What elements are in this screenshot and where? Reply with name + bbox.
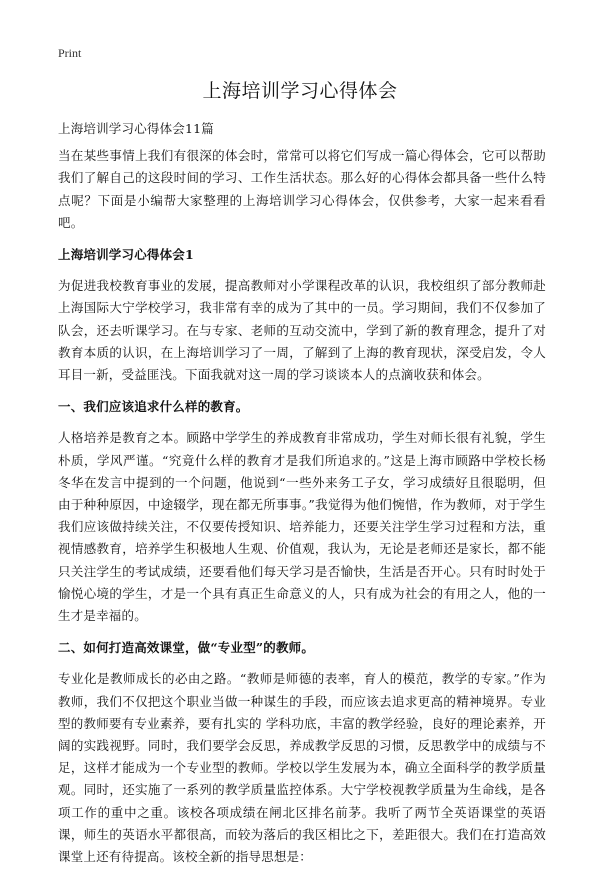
document-body [58, 118, 546, 878]
section-paragraph: 为促进我校教育事业的发展，提高教师对小学课程改革的认识，我校组织了部分教师赴上海国际大宁学校学习，我非常有幸的成为了其中的一员。学习期间，我们不仅参加了队会，还去听课学习。在与专家、老师的互动交流中，学到了新的教育理念，提升了对教育本质的认识，在上海培训学习了一周，了解到了上海的教育现状，深受启发，令人耳目一新，受益匪浅。下面我就对这一周的学习谈谈本人的点滴收获和体会。 [58, 278, 546, 383]
section-heading: 二、如何打造高效课堂，做“专业型”的教师。 [58, 640, 315, 656]
print-link[interactable]: Print [58, 46, 82, 60]
document-subtitle: 上海培训学习心得体会11篇 [58, 121, 215, 136]
section-heading: 一、我们应该追求什么样的教育。 [58, 399, 249, 415]
section-heading: 上海培训学习心得体会1 [58, 247, 194, 263]
intro-paragraph: 当在某些事情上我们有很深的体会时，常常可以将它们写成一篇心得体会，它可以帮助我们了解自己的这段时间的学习、工作生活状态。那么好的心得体会都具备一些什么特点呢？下面是小编帮大家整理的上海培训学习心得体会，仅供参考，大家一起来看看吧。 [58, 148, 546, 230]
section-paragraph: 专业化是教师成长的必由之路。“教师是师德的表率，育人的模范，教学的专家。”作为教师，我们不仅把这个职业当做一种谋生的手段，而应该去追求更高的精神境界。专业型的教师要有专业素养，要有扎实的 学科功底，丰富的教学经验，良好的理论素养，开阔的实践视野。同时，我们要学会反思，养成教学反思的习惯，反思教学中的成绩与不足，这样才能成为一个专业型的教师。学校以学生发展为本，确立全面科学的教学质量观。同时，还实施了一系列的教学质量监控体系。大宁学校视教学质量为生命线，是各项工作的重中之重。该校各项成绩在闸北区排名前茅。我听了两节全英语课堂的英语课，师生的英语水平都很高，而较为落后的我区相比之下，差距很大。我们在打造高效课堂上还有待提高。该校全新的指导思想是： [58, 671, 546, 865]
section-paragraph: 人格培养是教育之本。顾路中学学生的养成教育非常成功，学生对师长很有礼貌，学生朴质，学风严谨。“究竟什么样的教育才是我们所追求的。”这是上海市顾路中学校长杨冬华在发言中提到的一个问题，他说到“一些外来务工子女，学习成绩好且很聪明，但由于种种原因，中途辍学，现在都无所事事。”我觉得为他们惋惜，作为教师，对于学生我们应该做持续关注，不仅要传授知识、培养能力，还要关注学生学习过程和方法，重视情感教育，培养学生积极地人生观、价值观，我认为，无论是老师还是家长，都不能只关注学生的考试成绩，还要看他们每天学习是否愉快，生活是否开心。只有时时处于愉悦心境的学生，才是一个具有真正生命意义的人，只有成为社会的有用之人，他的一生才是幸福的。 [58, 430, 546, 624]
page-title: 上海培训学习心得体会 [202, 80, 398, 102]
